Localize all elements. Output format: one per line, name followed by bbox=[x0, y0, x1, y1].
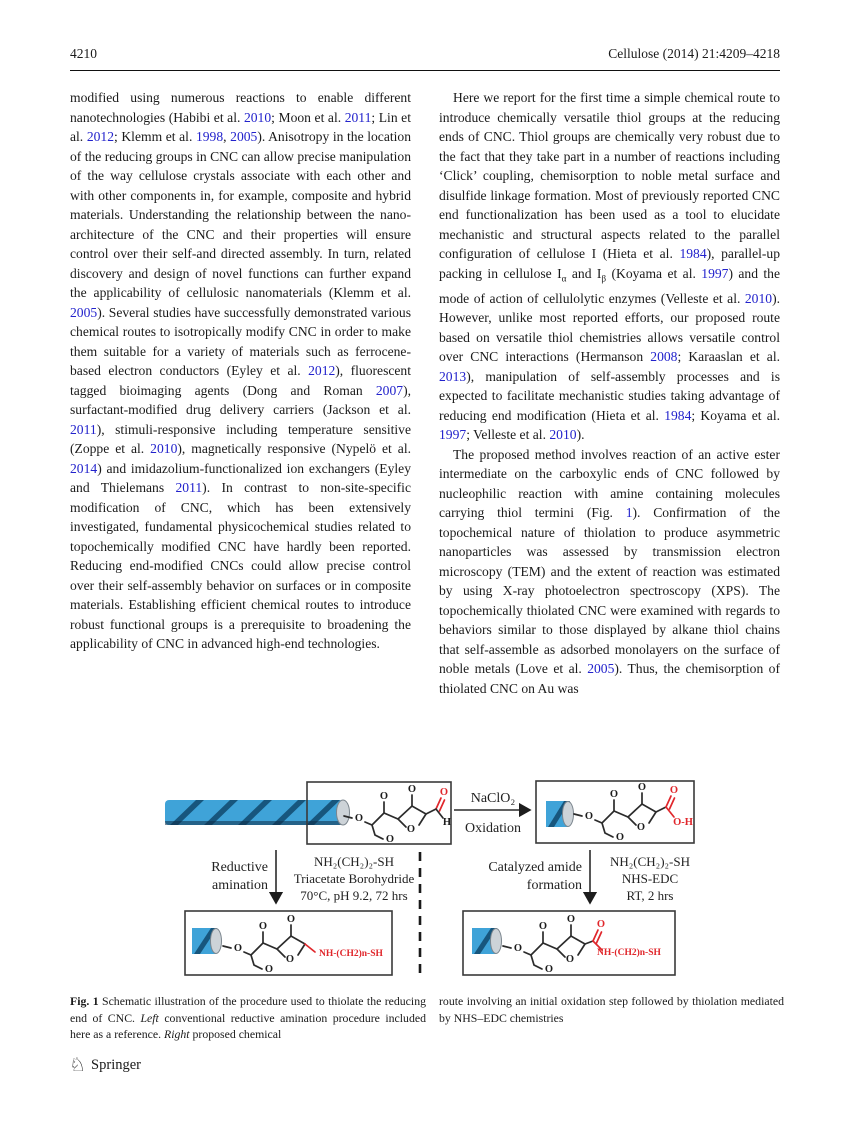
route-name-line2: amination bbox=[212, 878, 268, 893]
cnc-rod bbox=[165, 800, 350, 825]
figure-caption-left bbox=[70, 993, 426, 1043]
sugar-structure-aldehyde bbox=[344, 784, 451, 845]
citation-link[interactable]: 2010 bbox=[549, 427, 577, 443]
citation-link[interactable]: 2011 bbox=[175, 480, 203, 495]
figure-1 bbox=[70, 776, 790, 990]
catalyzed-amide-route bbox=[488, 850, 690, 903]
sugar-structure-amine bbox=[223, 914, 383, 975]
atom-o: O bbox=[233, 943, 243, 954]
text-segment: ), surfactant-modified drug delivery carriers (Jackson et al. bbox=[70, 382, 411, 417]
reagent-line3: RT, 2 hrs bbox=[626, 888, 674, 903]
atom-o: O bbox=[584, 811, 594, 822]
text-segment: Schematic illustration of the procedure used to thiolate the reducing end of CNC. bbox=[70, 994, 426, 1025]
text-segment: ). Thus, the chemisorption of thiolated CNC on Au was bbox=[439, 661, 780, 696]
atom-o: O bbox=[407, 784, 417, 795]
citation-link[interactable]: 2010 bbox=[744, 290, 773, 306]
sugar-structure-amide bbox=[503, 914, 661, 975]
citation-link[interactable]: 1997 bbox=[701, 265, 729, 281]
text-segment: proposed chemical bbox=[189, 1027, 282, 1042]
text-segment: ). However, unlike most reported efforts, our proposed route based on versatile thiol chemistries allows versatile control over CNC interactions (Hermanson bbox=[439, 290, 780, 365]
product-acid-box bbox=[536, 781, 694, 843]
publisher-name: Springer bbox=[91, 1057, 141, 1073]
text-segment: modified using numerous reactions to enable different nanotechnologies (Habibi et al. bbox=[70, 90, 411, 125]
citation-link[interactable]: 2005 bbox=[70, 304, 98, 320]
route-name-line1: Catalyzed amide bbox=[488, 860, 582, 875]
text-segment: and I bbox=[566, 265, 602, 281]
cnc-stub bbox=[472, 928, 502, 954]
text-segment: Here we report for the first time a simple chemical route to introduce chemically versatile thiol groups at the reducing ends of CNC. Thiol groups are chemically very robust due to the fact that they take part in a number of reactions including ‘Click’ coupling, chemisorption to noble metal surface and disulfide linkage formation. Most of previously reported CNC end functionalization has been used as a tool to elucidate mechanistic and structural aspects related to the parallel configuration of cellulose I (Hieta et al. bbox=[439, 90, 780, 261]
text-segment: β bbox=[601, 273, 607, 284]
sugar-structure-acid bbox=[574, 782, 693, 843]
text-segment: ), fluorescent tagged bioimaging agents (Dong and Roman bbox=[70, 363, 412, 398]
atom-o: O bbox=[544, 964, 554, 975]
citation-link[interactable]: 2013 bbox=[439, 368, 467, 384]
text-segment: ), parallel-up packing in cellulose I bbox=[439, 246, 781, 281]
atom-o: O bbox=[538, 921, 548, 932]
left-text-column bbox=[70, 88, 411, 778]
citation-link[interactable]: 2014 bbox=[70, 460, 98, 476]
product-amine-box bbox=[185, 911, 392, 975]
text-segment: Left bbox=[140, 1010, 159, 1025]
citation-link[interactable]: 2012 bbox=[86, 129, 114, 144]
journal-reference: Cellulose (2014) 21:4209–4218 bbox=[608, 46, 780, 61]
atom-o: O bbox=[566, 914, 576, 925]
text-segment: ). Anisotropy in the location of the reducing groups in CNC can allow precise manipulation of the way cellulose crystals associate with each other and with other components in, for example, composite and hybrid materials. Understanding the relationship between the nano-architecture of the CNC and their properties will ensure control over their self-and directed assembly. In turn, related discovery and design of novel functions can further expand the applicability of cellulosic nanomaterials (Klemm et al. bbox=[70, 129, 412, 300]
citation-link[interactable]: 2005 bbox=[587, 661, 615, 677]
text-segment: ). bbox=[576, 427, 585, 443]
atom-o: O bbox=[513, 943, 523, 954]
citation-link[interactable]: 2010 bbox=[243, 109, 272, 125]
reagent-line2: NHS-EDC bbox=[621, 871, 679, 886]
thiol-product-label: NH-(CH2)n-SH bbox=[597, 948, 661, 958]
page-number: 4210 bbox=[70, 46, 97, 61]
citation-link[interactable]: 2011 bbox=[70, 421, 97, 437]
reagent-line2: Triacetate Borohydride bbox=[293, 871, 415, 886]
text-segment: ), magnetically responsive (Nypelö et al. bbox=[177, 441, 411, 456]
atom-o: O bbox=[637, 782, 647, 793]
atom-o: O bbox=[264, 964, 274, 975]
text-segment: ) and the mode of action of cellulolytic enzymes (Velleste et al. bbox=[439, 265, 780, 306]
text-segment: The proposed method involves reaction of an active ester intermediate on the carboxylic ends of CNC followed by nucleophilic reaction with amine containing molecules carrying thiol termini (Fig. bbox=[439, 446, 780, 521]
text-segment: ), manipulation of self-assembly processes and is expected to facilitate mechanistic studies taking advantage of reducing end modification (Hieta et al. bbox=[439, 368, 780, 423]
citation-link[interactable]: 1 bbox=[625, 505, 633, 521]
citation-link[interactable]: 2005 bbox=[230, 129, 258, 144]
right-text-column bbox=[439, 88, 780, 778]
atom-o-red: O bbox=[596, 919, 606, 930]
reductive-amination-route bbox=[211, 850, 414, 903]
reagent-line1: NH₂(CH₂)₂-SH bbox=[313, 854, 395, 869]
text-segment: Right bbox=[163, 1027, 190, 1042]
citation-link[interactable]: 1997 bbox=[439, 427, 467, 443]
text-segment: ; Klemm et al. bbox=[114, 129, 196, 144]
text-segment: conventional reductive amination procedure included here as a reference. bbox=[70, 1010, 426, 1042]
atom-o: O bbox=[285, 954, 295, 965]
product-amide-box bbox=[463, 911, 675, 975]
oxidant-label: NaClO₂ bbox=[470, 791, 516, 806]
text-segment: (Koyama et al. bbox=[606, 265, 702, 281]
cnc-stub bbox=[546, 801, 574, 827]
oxidation-label: Oxidation bbox=[465, 821, 521, 836]
paragraph bbox=[439, 88, 780, 445]
atom-o: O bbox=[406, 824, 416, 835]
citation-link[interactable]: 1984 bbox=[664, 407, 692, 423]
reagent-line3: 70°C, pH 9.2, 72 hrs bbox=[300, 888, 408, 903]
reaction-scheme bbox=[70, 776, 790, 990]
text-segment: α bbox=[561, 273, 567, 284]
text-segment: ) and imidazolium-functionalized ion exchangers (Eyley and Thielemans bbox=[70, 460, 411, 495]
citation-link[interactable]: 2007 bbox=[375, 382, 404, 398]
citation-link[interactable]: 1984 bbox=[679, 246, 707, 261]
atom-o: O bbox=[258, 921, 268, 932]
text-segment: ). In contrast to non-site-specific modification of CNC, which has been extensively investigated, fundamental physicochemical studies related to topochemically modified CNC have hardly been reported. Reducing end-modified CNCs could allow precise control over their self-assembly behavior on surfaces or in composite materials. Establishing efficient chemical routes to introduce robust functional groups is a prerequisite to broadening the applicability of CNC in advanced high-end technologies. bbox=[70, 480, 411, 651]
text-segment: ). Confirmation of the topochemical nature of thiolation to produce asymmetric nanoparticles was assessed by transmission electron microscopy (TEM) and the extent of reaction was estimated by using X-ray photoelectron spectroscopy (XPS). The topochemically thiolated CNC were examined with regards to behaviors similar to those displayed by alkane thiol chains that self-assemble as adsorbed monolayers on the surface of noble metals (Love et al. bbox=[439, 505, 780, 677]
citation-link[interactable]: 2011 bbox=[344, 109, 372, 125]
atom-o: O bbox=[615, 832, 625, 843]
text-segment: ; Velleste et al. bbox=[466, 427, 550, 443]
text-segment: ; Koyama et al. bbox=[691, 407, 780, 423]
atom-o: O bbox=[379, 791, 389, 802]
text-segment: Fig. 1 bbox=[70, 994, 99, 1008]
paragraph bbox=[70, 88, 411, 654]
atom-o: O bbox=[565, 954, 575, 965]
reagent-line1: NH₂(CH₂)₂-SH bbox=[609, 854, 691, 869]
publisher-footer bbox=[69, 1056, 141, 1075]
text-segment: ; Karaaslan et al. bbox=[677, 349, 780, 365]
springer-knight-icon: ♘ bbox=[69, 1054, 87, 1076]
text-segment: ; Lin et al. bbox=[70, 109, 411, 144]
atom-o-red: O bbox=[669, 785, 679, 796]
paragraph bbox=[439, 445, 780, 699]
citation-link[interactable]: 2010 bbox=[150, 441, 178, 456]
atom-oh-red: O-H bbox=[673, 817, 693, 828]
thiol-product-label: NH-(CH2)n-SH bbox=[319, 949, 383, 959]
atom-o: O bbox=[286, 914, 296, 925]
atom-h: H bbox=[442, 817, 452, 828]
atom-o: O bbox=[385, 834, 395, 845]
figure-caption-right: route involving an initial oxidation step followed by thiolation mediated by NHS–EDC chemistries bbox=[439, 994, 784, 1025]
atom-o: O bbox=[609, 789, 619, 800]
citation-link[interactable]: 2008 bbox=[650, 349, 678, 365]
atom-o: O bbox=[354, 813, 364, 824]
route-name-line1: Reductive bbox=[211, 860, 268, 875]
atom-o: O bbox=[636, 822, 646, 833]
oxidation-arrow bbox=[454, 791, 530, 836]
text-segment: , bbox=[223, 129, 231, 144]
citation-link[interactable]: 1998 bbox=[195, 129, 224, 144]
route-name-line2: formation bbox=[526, 878, 582, 893]
text-segment: ; Moon et al. bbox=[271, 109, 345, 125]
header-rule bbox=[70, 70, 780, 71]
cnc-stub bbox=[192, 928, 222, 954]
atom-o-red: O bbox=[439, 787, 449, 798]
text-segment: ). Several studies have successfully demonstrated various chemical routes to isotropically modify CNC in order to make them suitable for a variety of materials such as ferrocene-based electron conductors (Eyley et al. bbox=[70, 304, 411, 378]
text-segment: ), stimuli-responsive including temperature sensitive (Zoppe et al. bbox=[70, 421, 411, 456]
citation-link[interactable]: 2012 bbox=[308, 363, 336, 378]
